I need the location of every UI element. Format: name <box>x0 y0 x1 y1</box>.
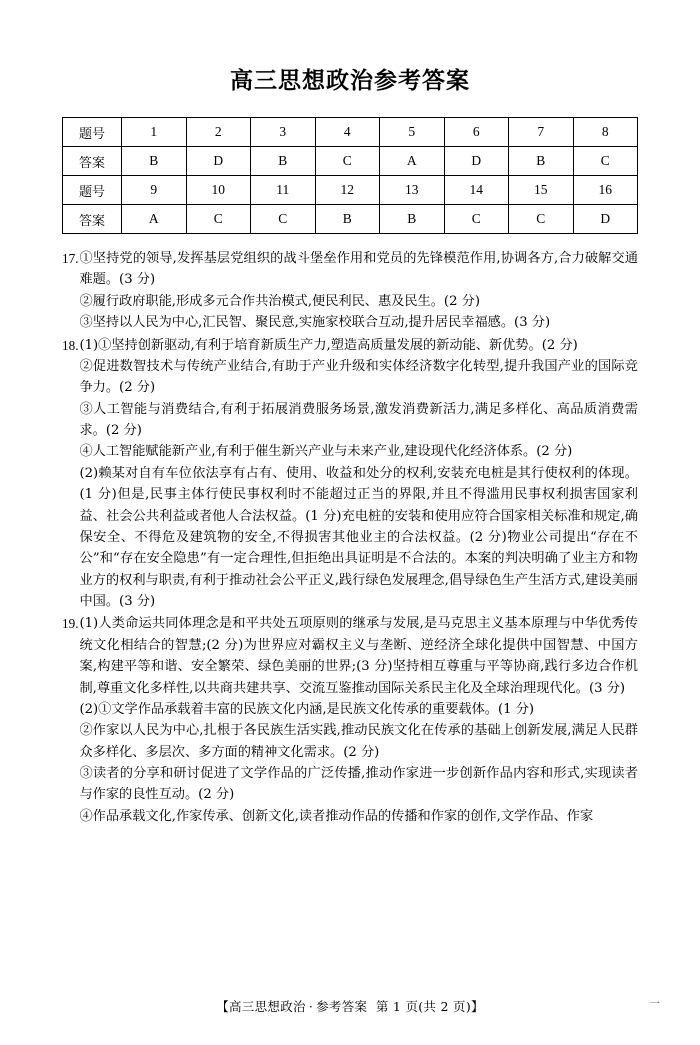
cell-number: 11 <box>251 176 316 205</box>
answer-paragraph: (1)①坚持创新驱动,有利于培育新质生产力,塑造高质量发展的新动能、新优势。(2 分) <box>79 337 578 353</box>
table-row <box>63 147 638 176</box>
cell-number: 8 <box>573 118 638 147</box>
footer-dot: · <box>308 999 314 1014</box>
cell-answer: C <box>444 205 509 234</box>
row-label-answer: 答案 <box>63 205 122 234</box>
table-row <box>63 118 638 147</box>
footer-label: 参考答案 <box>316 999 368 1014</box>
footer-subject: 高三思想政治 <box>229 999 306 1014</box>
cell-number: 16 <box>573 176 638 205</box>
question-body <box>79 613 638 827</box>
question-19 <box>62 613 638 827</box>
cell-answer: A <box>122 205 187 234</box>
question-number: 19. <box>62 616 79 632</box>
question-number: 17. <box>62 251 79 266</box>
cell-answer: C <box>509 205 574 234</box>
cell-answer: B <box>251 147 316 176</box>
footer-bracket-left: 【 <box>216 999 229 1014</box>
page-title: 高三思想政治参考答案 <box>230 67 470 94</box>
question-18 <box>62 335 638 613</box>
answer-paragraph: ④作品承载文化,作家传承、创新文化,读者推动作品的传播和作家的创作,文学作品、作家 <box>79 808 594 824</box>
question-number: 18. <box>62 337 79 353</box>
cell-number: 7 <box>509 118 574 147</box>
cell-answer: C <box>251 205 316 234</box>
table-row <box>63 176 638 205</box>
answer-paragraph: (2)①文学作品承载着丰富的民族文化内涵,是民族文化传承的重要载体。(1 分) <box>79 701 535 717</box>
footer-page-number: 第 1 页(共 2 页) <box>375 999 471 1014</box>
answer-paragraph: (2)赖某对自有车位依法享有占有、使用、收益和处分的权利,安装充电桩是其行使权利的体现。(1 分)但是,民事主体行使民事权利时不能超过正当的界限,并且不得滥用民事权利损害国家利益、社会公共利益或者他人合法权益。(1 分)充电桩的安装和使用应符合国家相关标准和规定,确保安全、不得危及建筑物的安全,不得损害其他业主的合法权益。(2 分)物业公司提出“存在不公”和“存在安全隐患”有一定合理性,但拒绝出具证明是不合法的。本案的判决明确了业主方和物业方的权利与职责,有利于推动社会公平正义,践行绿色发展理念,倡导绿色生产生活方式,建设美丽中国。(3 分) <box>79 465 638 609</box>
answer-paragraph: ②促进数智技术与传统产业结合,有助于产业升级和实体经济数字化转型,提升我国产业的国际竞争力。(2 分) <box>79 358 638 396</box>
cell-answer: C <box>186 205 251 234</box>
question-17 <box>62 248 638 334</box>
footer-bracket-right: 】 <box>471 999 484 1014</box>
answer-paragraph: ④人工智能赋能新产业,有利于催生新兴产业与未来产业,建设现代化经济体系。(2 分) <box>79 444 573 460</box>
cell-answer: C <box>315 147 380 176</box>
cell-answer: A <box>380 147 445 176</box>
table-row <box>63 205 638 234</box>
footer-edge-mark: 一 <box>649 998 660 1010</box>
cell-answer: C <box>573 147 638 176</box>
answer-paragraph: (1)人类命运共同体理念是和平共处五项原则的继承与发展,是马克思主义基本原理与中华优秀传统文化相结合的智慧;(2 分)为世界应对霸权主义与垄断、逆经济全球化提供中国智慧、中国方案,构建平等和谐、安全繁荣、绿色美丽的世界;(3 分)坚持相互尊重与平等协商,践行多边合作机制,尊重文化多样性,以共商共建共享、交流互鉴推动国际关系民主化及全球治理现代化。(3 分) <box>79 616 638 696</box>
cell-number: 5 <box>380 118 445 147</box>
row-label-number: 题号 <box>63 176 122 205</box>
page-footer <box>0 997 700 1015</box>
answer-table <box>62 117 638 234</box>
cell-number: 3 <box>251 118 316 147</box>
cell-number: 2 <box>186 118 251 147</box>
answer-paragraph: ①坚持党的领导,发挥基层党组织的战斗堡垒作用和党员的先锋模范作用,协调各方,合力破解交通难题。(3 分) <box>79 251 638 288</box>
answer-paragraph: ②履行政府职能,形成多元合作共治模式,便民利民、惠及民生。(2 分) <box>79 293 480 309</box>
cell-number: 1 <box>122 118 187 147</box>
cell-number: 14 <box>444 176 509 205</box>
row-label-answer: 答案 <box>63 147 122 176</box>
cell-answer: B <box>122 147 187 176</box>
cell-number: 6 <box>444 118 509 147</box>
document-page <box>0 62 700 1045</box>
cell-number: 12 <box>315 176 380 205</box>
answer-paragraph: ③坚持以人民为中心,汇民智、聚民意,实施家校联合互动,提升居民幸福感。(3 分) <box>79 315 551 331</box>
cell-number: 10 <box>186 176 251 205</box>
answer-paragraph: ③读者的分享和研讨促进了文学作品的广泛传播,推动作家进一步创新作品内容和形式,实现读者与作家的良性互动。(2 分) <box>79 766 638 803</box>
row-label-number: 题号 <box>63 118 122 147</box>
cell-number: 13 <box>380 176 445 205</box>
cell-answer: D <box>186 147 251 176</box>
cell-number: 9 <box>122 176 187 205</box>
question-body <box>79 335 638 613</box>
answer-paragraph: ③人工智能与消费结合,有利于拓展消费服务场景,激发消费新活力,满足多样化、高品质消费需求。(2 分) <box>79 401 638 438</box>
cell-answer: D <box>444 147 509 176</box>
question-body <box>79 248 638 334</box>
cell-answer: B <box>315 205 380 234</box>
cell-number: 15 <box>509 176 574 205</box>
cell-answer: D <box>573 205 638 234</box>
cell-answer: B <box>509 147 574 176</box>
cell-number: 4 <box>315 118 380 147</box>
cell-answer: B <box>380 205 445 234</box>
answer-paragraph: ②作家以人民为中心,扎根于各民族生活实践,推动民族文化在传承的基础上创新发展,满足人民群众多样化、多层次、多方面的精神文化需求。(2 分) <box>79 723 638 760</box>
